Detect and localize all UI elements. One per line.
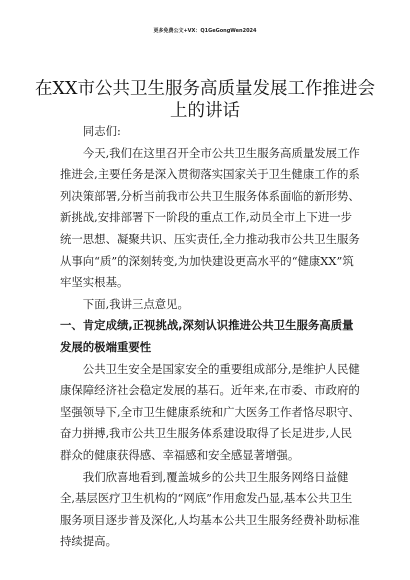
header-watermark: 更多免费公文+VX：Q1GeGongWen2024 — [153, 28, 257, 34]
paragraph: 公共卫生安全是国家安全的重要组成部分,是维护人民健康保障经济社会稳定发展的基石。近年来,在市委、市政府的坚强领导下,全市卫生健康系统和广大医务工作者恪尽职守、奋力拼搏,我市公共卫生服务体系建设取得了长足进步,人民群众的健康获得感、幸福感和安全感显著增强。 — [60, 361, 360, 462]
document-body — [60, 121, 360, 553]
section-heading: 一、肯定成绩,正视挑战,深刻认识推进公共卫生服务高质量发展的极端重要性 — [60, 318, 354, 354]
paragraph: 下面,我讲三点意见。 — [82, 296, 189, 311]
paragraph: 我们欣喜地看到,覆盖城乡的公共卫生服务网络日益健全,基层医疗卫生机构的“网底”作用愈发凸显,基本公共卫生服务项目逐步普及深化,人均基本公共卫生服务经费补助标准持续提高。 — [60, 469, 360, 549]
document-title: 在XX市公共卫生服务高质量发展工作推进会上的讲话 — [35, 79, 375, 121]
paragraph: 今天,我们在这里召开全市公共卫生服务高质量发展工作推进会,主要任务是深入贯彻落实国家关于卫生健康工作的系列决策部署,分析当前我市公共卫生服务体系面临的新形势、新挑战,安排部署下一阶段的重点工作,动员全市上下进一步统一思想、凝聚共识、压实责任,全力推动我市公共卫生服务从事向“质”的深刻转变,为加快建设更高水平的“健康XX”筑牢坚实根基。 — [60, 145, 360, 290]
greeting: 同志们: — [82, 124, 121, 138]
